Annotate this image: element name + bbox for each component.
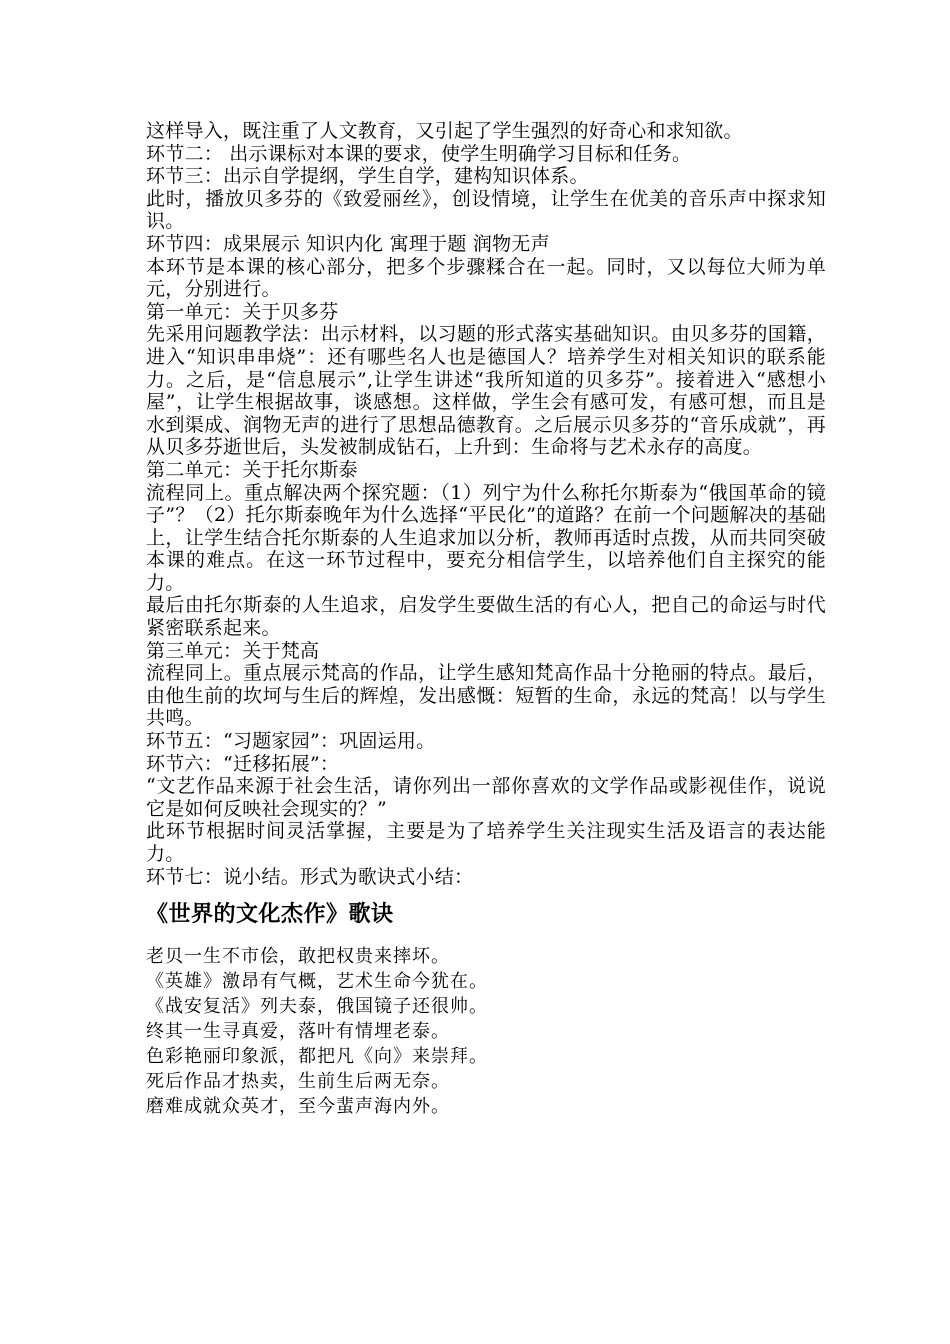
paragraph: 环节六：“迁移拓展”： xyxy=(146,752,340,775)
paragraph: 流程同上。重点解决两个探究题：（1）列宁为什么称托尔斯泰为“俄国革命的镜子”？（2）托尔斯泰晚年为什么选择“平民化”的道路？在前一个问题解决的基础上，让学生结合托尔斯泰的人生追求加以分析，教师再适时点拨，从而共同突破本课的难点。在这一环节过程中，要充分相信学生，以培养他们自主探究的能力。 xyxy=(146,481,826,594)
poem-line: 《战安复活》列夫泰，俄国镜子还很帅。 xyxy=(146,996,488,1018)
paragraph: 先采用问题教学法：出示材料，以习题的形式落实基础知识。由贝多芬的国籍，进入“知识串串烧”：还有哪些名人也是德国人？培养学生对相关知识的联系能力。之后，是“信息展示”,让学生讲述“我所知道的贝多芬”。接着进入“感想小屋”，让学生根据故事，谈感想。这样做，学生会有感可发，有感可想，而且是水到渠成、润物无声的进行了思想品德教育。之后展示贝多芬的“音乐成就”，再从贝多芬逝世后，头发被制成钻石，上升到：生命将与艺术永存的高度。 xyxy=(146,323,826,459)
paragraph: 环节五：“习题家园”：巩固运用。 xyxy=(146,730,436,753)
paragraph: 此时，播放贝多芬的《致爱丽丝》，创设情境，让学生在优美的音乐声中探求知识。 xyxy=(146,187,826,233)
poem-title: 《世界的文化杰作》歌诀 xyxy=(146,902,394,928)
paragraph: 本环节是本课的核心部分，把多个步骤糅合在一起。同时，又以每位大师为单元，分别进行。 xyxy=(146,255,826,301)
poem-line: 磨难成就众英才，至今蜚声海内外。 xyxy=(146,1096,450,1118)
document-page xyxy=(146,120,826,1119)
paragraph: “文艺作品来源于社会生活，请你列出一部你喜欢的文学作品或影视佳作，说说它是如何反映社会现实的？” xyxy=(146,775,826,820)
paragraph: 环节二： 出示课标对本课的要求，使学生明确学习目标和任务。 xyxy=(146,142,692,165)
paragraph: 环节三：出示自学提纲，学生自学，建构知识体系。 xyxy=(146,165,589,188)
poem-line: 老贝一生不市侩，敢把权贵来摔坏。 xyxy=(146,946,450,968)
paragraph: 此环节根据时间灵活掌握，主要是为了培养学生关注现实生活及语言的表达能力。 xyxy=(146,820,826,865)
paragraph: 最后由托尔斯泰的人生追求，启发学生要做生活的有心人，把自己的命运与时代紧密联系起来。 xyxy=(146,594,826,640)
poem-line: 《英雄》激昂有气概，艺术生命今犹在。 xyxy=(146,971,488,993)
paragraph: 环节四：成果展示 知识内化 寓理于题 润物无声 xyxy=(146,232,550,255)
section-heading: 第三单元：关于梵高 xyxy=(146,639,320,662)
paragraph: 环节七：说小结。形式为歌诀式小结： xyxy=(146,865,474,888)
poem-line: 色彩艳丽印象派，都把凡《向》来崇拜。 xyxy=(146,1046,488,1068)
section-heading: 第二单元：关于托尔斯泰 xyxy=(146,458,358,481)
poem-line: 终其一生寻真爱，落叶有情埋老泰。 xyxy=(146,1021,450,1043)
paragraph: 这样导入，既注重了人文教育，又引起了学生强烈的好奇心和求知欲。 xyxy=(146,120,743,142)
section-heading: 第一单元：关于贝多芬 xyxy=(146,300,339,323)
paragraph: 流程同上。重点展示梵高的作品，让学生感知梵高作品十分艳丽的特点。最后，由他生前的坎坷与生后的辉煌，发出感慨：短暂的生命，永远的梵高！以与学生共鸣。 xyxy=(146,662,826,730)
poem-body xyxy=(146,944,826,1119)
lesson-body xyxy=(146,120,826,888)
poem-line: 死后作品才热卖，生前生后两无奈。 xyxy=(146,1071,450,1093)
